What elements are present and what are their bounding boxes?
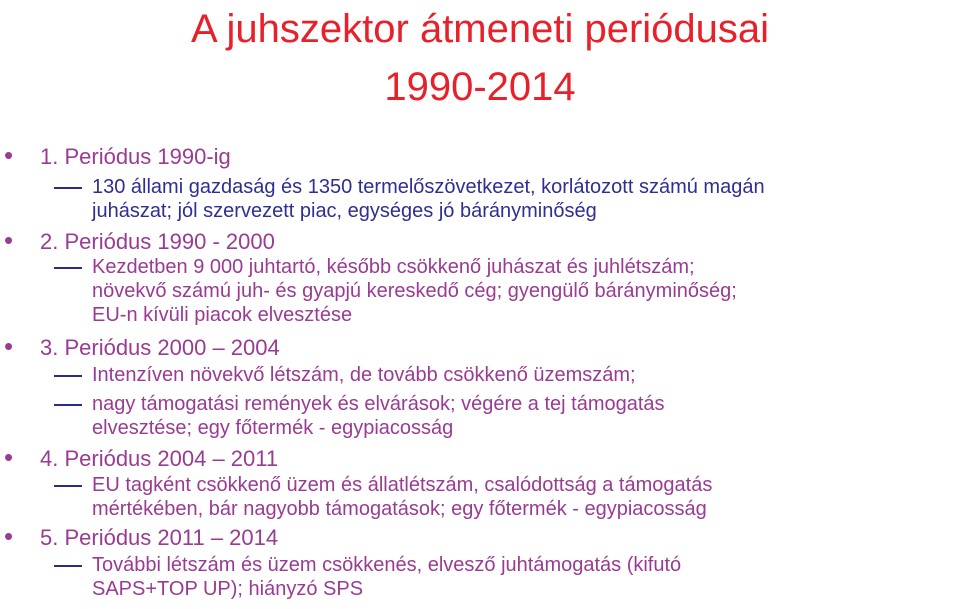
bullet-dot: • (4, 225, 14, 255)
sub-dash (54, 565, 82, 567)
period-3-heading: 3. Periódus 2000 – 2004 (40, 335, 280, 360)
bullet-dot: • (4, 140, 14, 170)
bullet-dot: • (4, 442, 14, 472)
text-line: juhászat; jól szervezett piac, egységes jó bárányminőség (92, 200, 597, 222)
period-1-heading: 1. Periódus 1990-ig (40, 144, 231, 169)
period-2-heading: 2. Periódus 1990 - 2000 (40, 229, 275, 254)
sub-dash (54, 375, 82, 377)
text-line: EU-n kívüli piacok elvesztése (92, 304, 353, 326)
sub-dash (54, 187, 82, 189)
text-line: növekvő számú juh- és gyapjú kereskedő cég; gyengülő bárányminőség; (92, 280, 737, 302)
period-4-heading: 4. Periódus 2004 – 2011 (40, 446, 279, 471)
text-line: nagy támogatási remények és elvárások; végére a tej támogatás (92, 393, 665, 415)
period-3-point-1 (92, 363, 636, 387)
text-line: További létszám és üzem csökkenés, elvesző juhtámogatás (kifutó (92, 554, 682, 576)
period-5-point-1 (92, 553, 681, 601)
text-line: Intenzíven növekvő létszám, de tovább csökkenő üzemszám; (92, 364, 636, 386)
text-line: elvesztése; egy főtermék - egypiacosság (92, 417, 454, 439)
bullet-dot: • (4, 331, 14, 361)
period-5-heading: 5. Periódus 2011 – 2014 (40, 525, 279, 550)
text-line: 130 állami gazdaság és 1350 termelőszövetkezet, korlátozott számú magán (92, 176, 765, 198)
period-2-point-1 (92, 255, 737, 327)
sub-dash (54, 267, 82, 269)
text-line: mértékében, bár nagyobb támogatások; egy főtermék - egypiacosság (92, 498, 707, 520)
period-1-point-1 (92, 175, 765, 223)
sub-dash (54, 485, 82, 487)
text-line: SAPS+TOP UP); hiányzó SPS (92, 578, 364, 600)
period-4-point-1 (92, 473, 712, 521)
slide-title-line-2: 1990-2014 (384, 65, 576, 109)
slide-title-line-1: A juhszektor átmeneti periódusai (190, 7, 770, 51)
bullet-dot: • (4, 521, 14, 551)
sub-dash (54, 404, 82, 406)
period-3-point-2 (92, 392, 665, 440)
text-line: Kezdetben 9 000 juhtartó, később csökkenő juhászat és juhlétszám; (92, 256, 695, 278)
text-line: EU tagként csökkenő üzem és állatlétszám, csalódottság a támogatás (92, 474, 713, 496)
